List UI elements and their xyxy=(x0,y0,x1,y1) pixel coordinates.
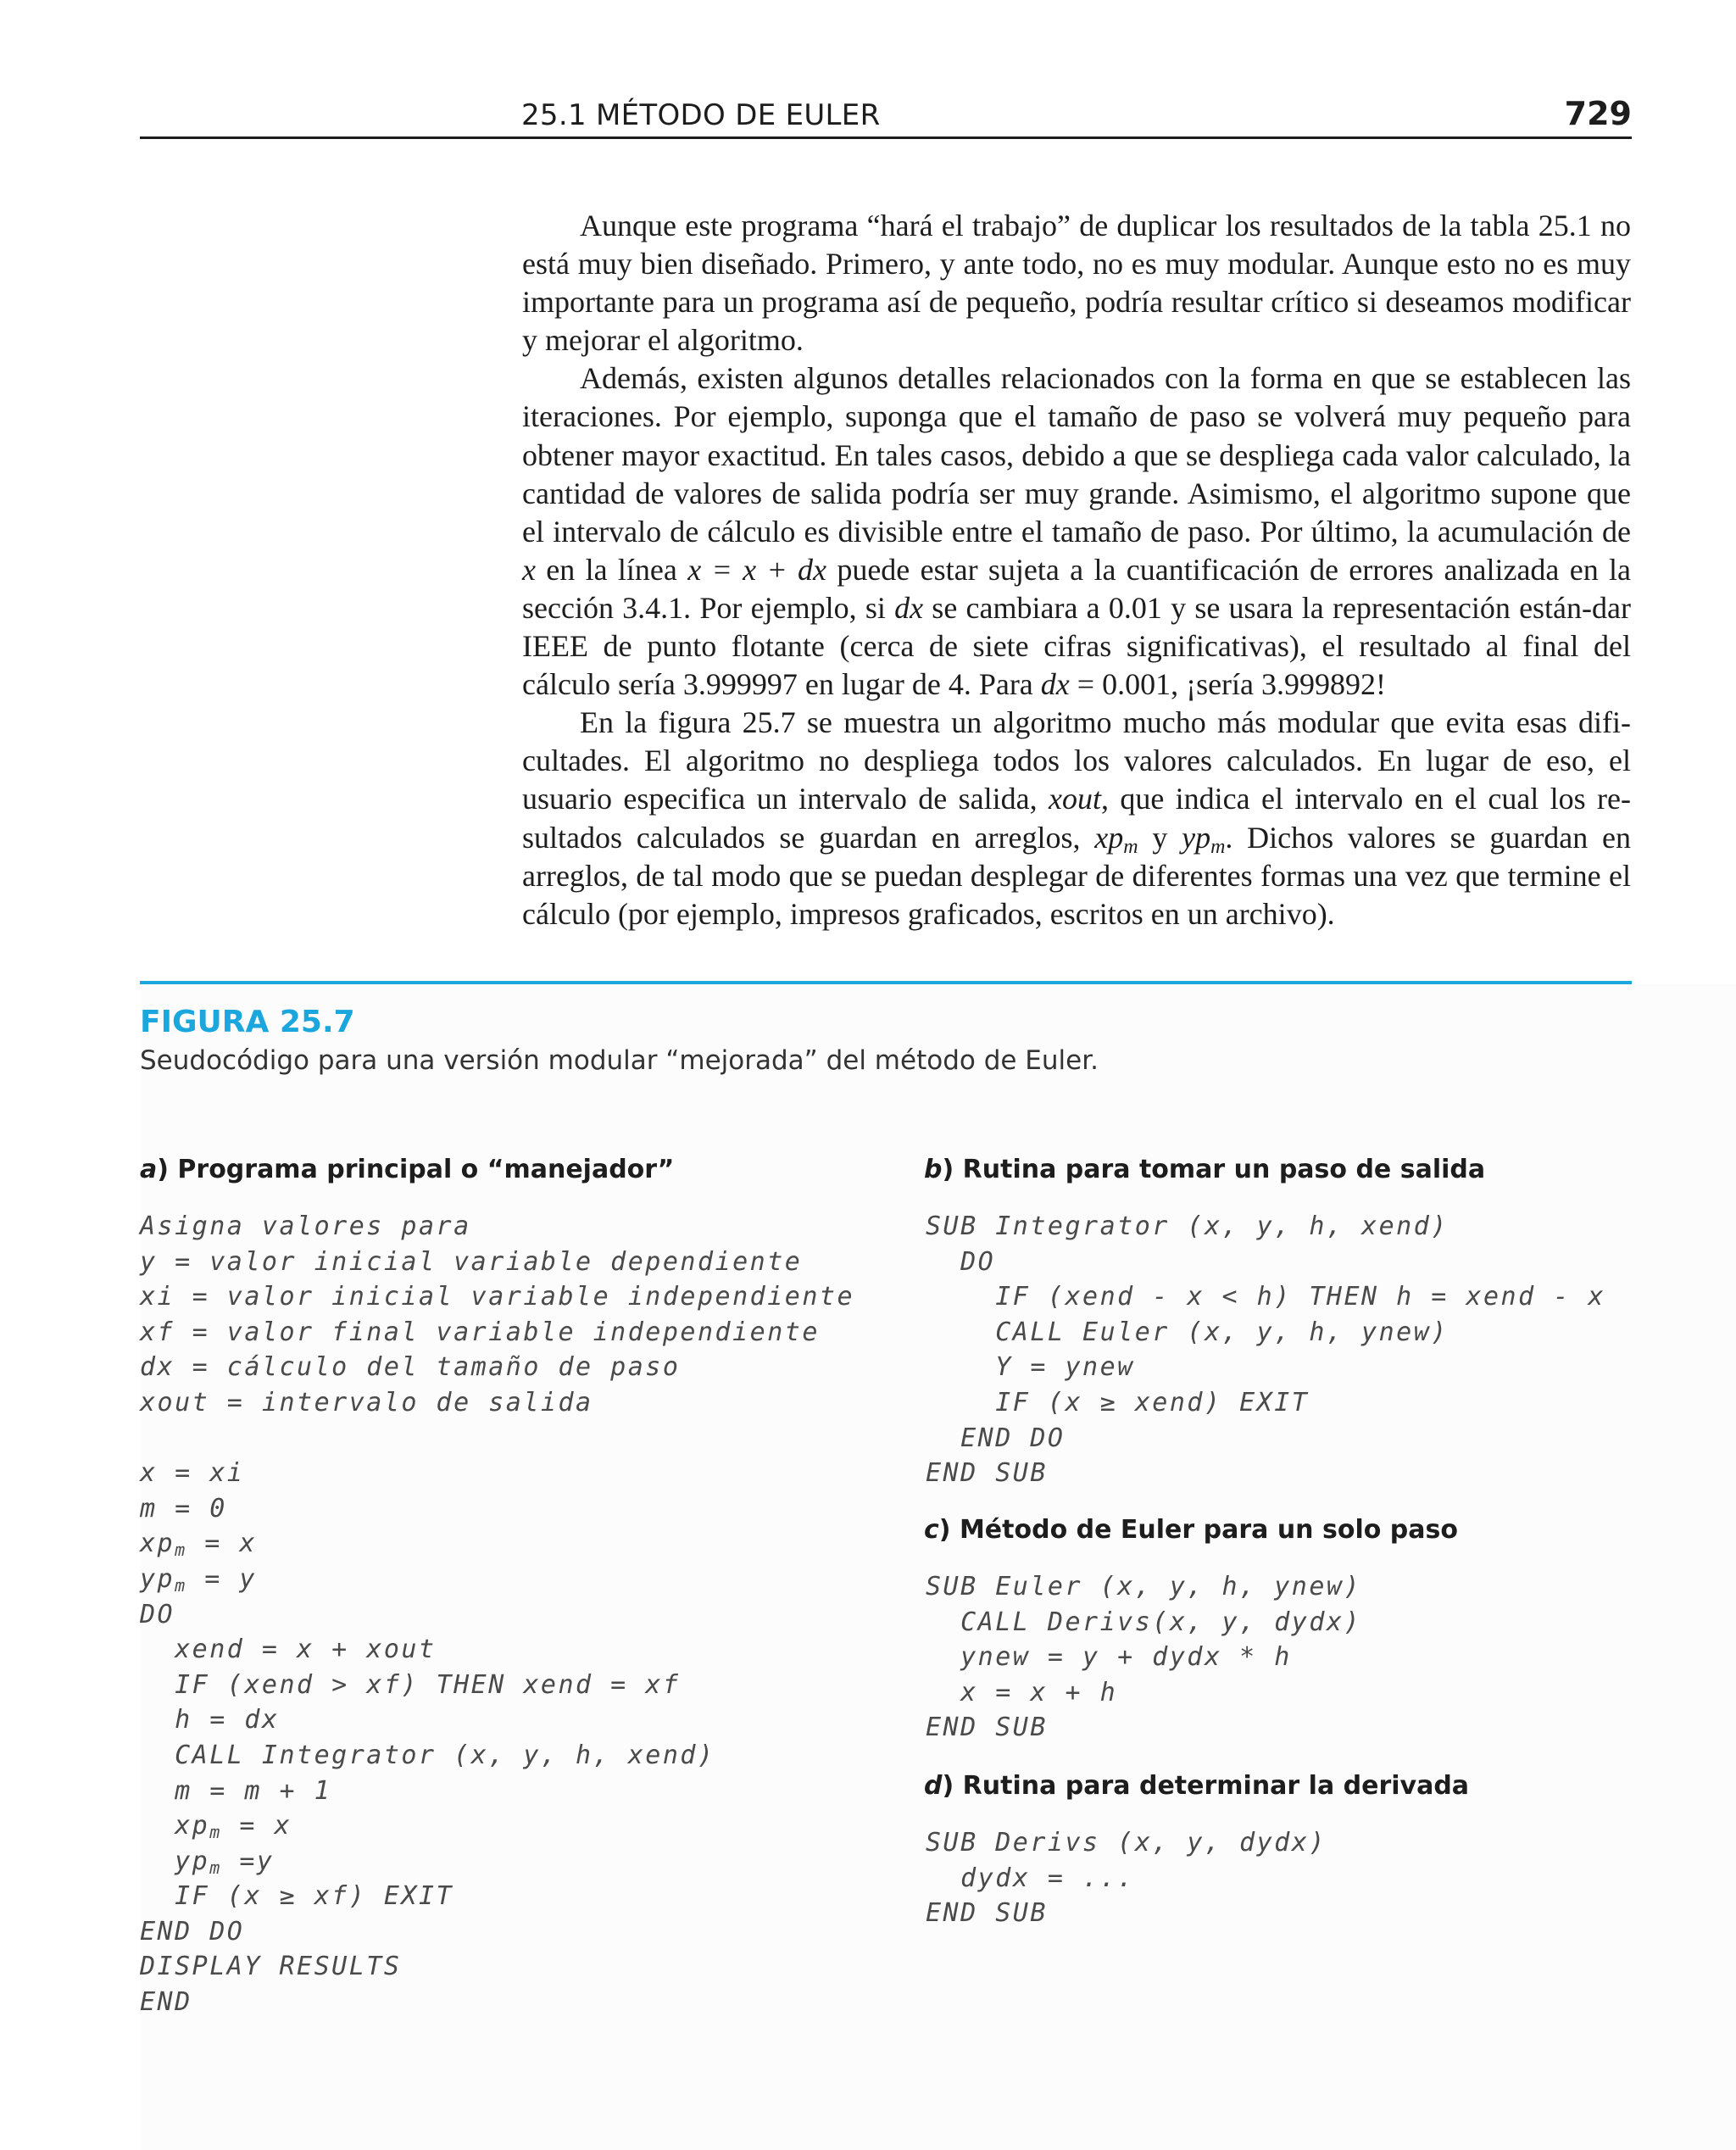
inline-equation: x = x + dx xyxy=(687,552,826,587)
code-line: dx = cálculo del tamaño de paso xyxy=(140,1352,681,1383)
code-line: x = x + h xyxy=(926,1677,1118,1707)
code-line: END DO xyxy=(140,1916,245,1947)
paragraph-2: Además, existen algunos detalles relacionados con la forma en que se establecen las iteraciones. Por ejemplo, suponga que el tamaño de paso se volverá muy pequeño para obtener mayor exactitud. En tales casos, debido a que se despliega cada valor calculado, la cantidad de valores de salida podría ser muy grande. Asimismo, el algoritmo supone que el intervalo de cálculo es divisible entre el tamaño de paso. Por último, la acumulación de x en la línea x = x + dx puede estar sujeta a la cuantificación de errores analizada en la sección 3.4.1. Por ejemplo, si dx se cambiara a 0.01 y se usara la representación están-dar IEEE de punto flotante (cerca de siete cifras significativas), el resultado al final del cálculo sería 3.999997 en lugar de 4. Para dx = 0.001, ¡sería 3.999892! xyxy=(522,361,1632,702)
code-line: SUB Euler (x, y, h, ynew) xyxy=(926,1572,1362,1601)
code-line: dydx = ... xyxy=(926,1863,1135,1893)
code-line: CALL Euler (x, y, h, ynew) xyxy=(926,1317,1449,1347)
code-line: y = valor inicial variable dependiente xyxy=(140,1246,803,1277)
code-line: END SUB xyxy=(926,1458,1048,1489)
panel-b-heading: b) Rutina para tomar un paso de salida xyxy=(924,1155,1486,1184)
code-line: SUB Integrator (x, y, h, xend) xyxy=(926,1211,1449,1241)
figure-caption: Seudocódigo para una versión modular “mejorada” del método de Euler. xyxy=(140,1045,1099,1076)
paragraph-1: Aunque este programa “hará el trabajo” de duplicar los resultados de la tabla 25.1 no está muy bien diseñado. Primero, y ante todo, no es muy modular. Aunque esto no es muy importante para un programa así de pequeño, podría resultar crítico si deseamos modificar y mejorar el algoritmo. xyxy=(522,209,1631,358)
running-header xyxy=(140,95,1632,137)
code-line: m = 0 xyxy=(140,1493,227,1523)
code-line: END SUB xyxy=(926,1898,1048,1929)
code-line: h = dx xyxy=(140,1705,280,1735)
code-line xyxy=(140,1421,854,1457)
code-line: xf = valor final variable independiente xyxy=(140,1317,820,1347)
code-line: DO xyxy=(140,1599,175,1629)
panel-c-code xyxy=(926,1569,1361,1746)
code-line: Asigna valores para xyxy=(140,1211,471,1241)
code-line: CALL Derivs(x, y, dydx) xyxy=(926,1607,1362,1637)
body-text xyxy=(522,207,1631,933)
panel-c-heading: c) Método de Euler para un solo paso xyxy=(924,1515,1458,1545)
panel-a-heading: a) Programa principal o “manejador” xyxy=(140,1155,675,1184)
code-line: xi = valor inicial variable independiente xyxy=(140,1282,855,1312)
code-line: m = m + 1 xyxy=(140,1775,332,1806)
code-line: xend = x + xout xyxy=(140,1635,437,1665)
code-line: CALL Integrator (x, y, h, xend) xyxy=(140,1740,715,1770)
section-title: 25.1 MÉTODO DE EULER xyxy=(521,98,881,132)
code-line: IF (xend - x < h) THEN h = xend - x xyxy=(926,1282,1605,1312)
figure-rule xyxy=(140,981,1632,984)
page-number: 729 xyxy=(1564,95,1632,132)
code-line: IF (x ≥ xend) EXIT xyxy=(926,1387,1310,1418)
panel-a-code xyxy=(140,1209,854,2020)
code-line: END xyxy=(140,1987,192,2018)
code-line: DO xyxy=(926,1246,996,1277)
code-line: $xp_m = x$ xyxy=(140,1811,292,1843)
code-line: IF (xend > xf) THEN xend = xf xyxy=(140,1669,681,1700)
panel-b-code xyxy=(926,1209,1605,1491)
panel-d-code xyxy=(926,1825,1327,1931)
code-line: $yp_m =y$ xyxy=(140,1846,275,1878)
code-line: END DO xyxy=(926,1423,1066,1453)
code-line: $xp_m = x$ xyxy=(140,1529,257,1561)
code-line: Y = ynew xyxy=(926,1352,1135,1383)
code-line: xout = intervalo de salida xyxy=(140,1387,593,1418)
code-line: x = xi xyxy=(140,1458,245,1489)
code-line: $yp_m = y$ xyxy=(140,1563,257,1596)
code-line: IF (x ≥ xf) EXIT xyxy=(140,1881,454,1912)
paragraph-3: En la figura 25.7 se muestra un algoritmo mucho más modular que evita esas difi-cultades. El algoritmo no despliega todos los valores calculados. En lugar de eso, el usuario especifica un intervalo de salida, xout, que indica el intervalo en el cual los re-sultados calculados se guardan en arreglos, $xp_m$ y $yp_m$. Dichos valores se guardan en arreglos, de tal modo que se puedan desplegar de diferentes formas una vez que termine el cálculo (por ejemplo, impresos graficados, escritos en un archivo). xyxy=(522,705,1632,931)
code-line: ynew = y + dydx * h xyxy=(926,1642,1292,1673)
panel-d-heading: d) Rutina para determinar la derivada xyxy=(924,1771,1470,1801)
code-line: DISPLAY RESULTS xyxy=(140,1952,402,1982)
figure-title: FIGURA 25.7 xyxy=(140,1005,355,1039)
code-line: END SUB xyxy=(926,1713,1048,1743)
code-line: SUB Derivs (x, y, dydx) xyxy=(926,1828,1327,1858)
header-rule xyxy=(140,136,1632,139)
